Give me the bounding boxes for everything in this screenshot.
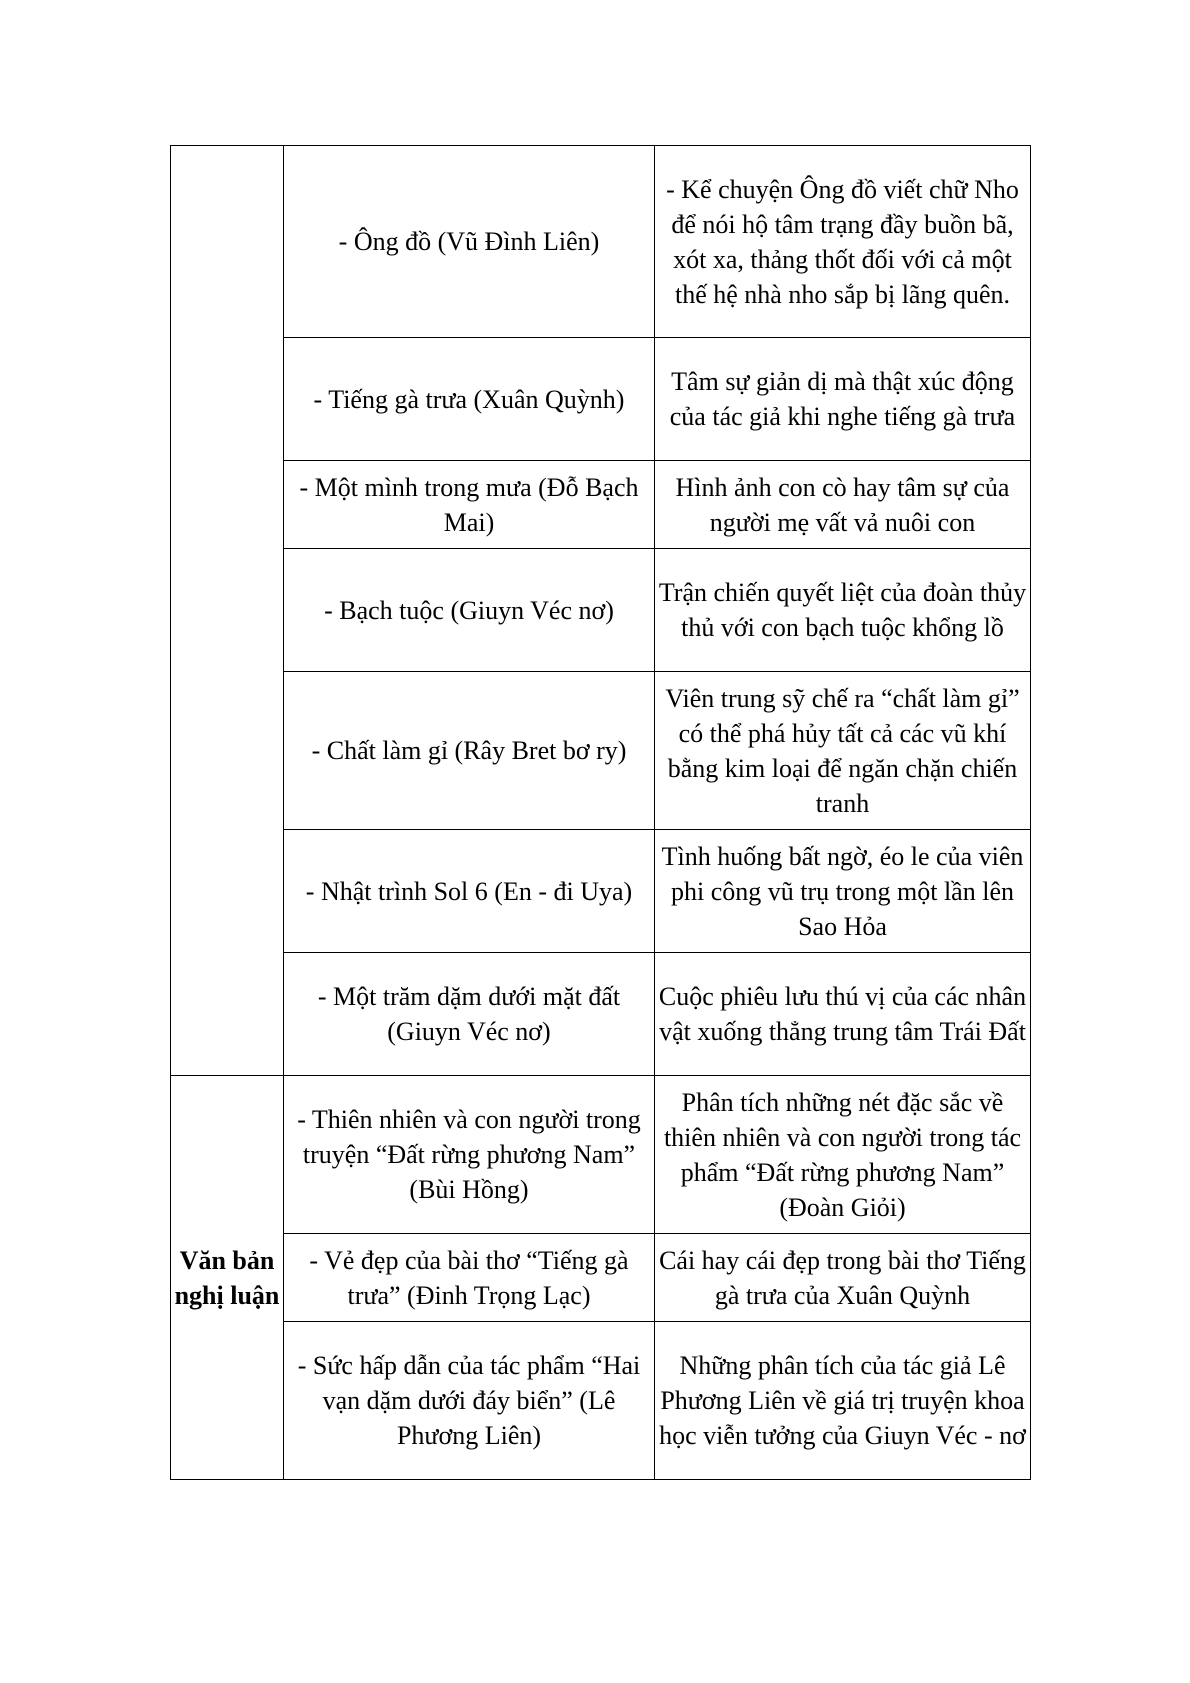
table-row [171, 1234, 1031, 1322]
table-row [171, 672, 1031, 830]
work-title-cell: - Sức hấp dẫn của tác phẩm “Hai vạn dặm dưới đáy biển” (Lê Phương Liên) [284, 1322, 655, 1480]
table-row [171, 1076, 1031, 1234]
table-row [171, 146, 1031, 338]
table-row [171, 338, 1031, 461]
work-title-cell: - Bạch tuộc (Giuyn Véc nơ) [284, 549, 655, 672]
table-row [171, 461, 1031, 549]
work-title-cell: - Ông đồ (Vũ Đình Liên) [284, 146, 655, 338]
work-content-cell: Trận chiến quyết liệt của đoàn thủy thủ với con bạch tuộc khổng lồ [655, 549, 1031, 672]
work-content-cell: Những phân tích của tác giả Lê Phương Liên về giá trị truyện khoa học viễn tưởng của Giuyn Véc - nơ [655, 1322, 1031, 1480]
work-title-cell: - Một trăm dặm dưới mặt đất (Giuyn Véc nơ) [284, 953, 655, 1076]
work-title-cell: - Một mình trong mưa (Đỗ Bạch Mai) [284, 461, 655, 549]
work-title-cell: - Vẻ đẹp của bài thơ “Tiếng gà trưa” (Đinh Trọng Lạc) [284, 1234, 655, 1322]
work-title-cell: - Thiên nhiên và con người trong truyện “Đất rừng phương Nam” (Bùi Hồng) [284, 1076, 655, 1234]
work-content-cell: - Kể chuyện Ông đồ viết chữ Nho để nói hộ tâm trạng đầy buồn bã, xót xa, thảng thốt đối với cả một thế hệ nhà nho sắp bị lãng quên. [655, 146, 1031, 338]
work-content-cell: Phân tích những nét đặc sắc về thiên nhiên và con người trong tác phẩm “Đất rừng phương Nam” (Đoàn Giỏi) [655, 1076, 1031, 1234]
work-content-cell: Cuộc phiêu lưu thú vị của các nhân vật xuống thẳng trung tâm Trái Đất [655, 953, 1031, 1076]
reading-list-table [170, 145, 1031, 1480]
work-content-cell: Hình ảnh con cò hay tâm sự của người mẹ vất vả nuôi con [655, 461, 1031, 549]
work-title-cell: - Tiếng gà trưa (Xuân Quỳnh) [284, 338, 655, 461]
work-content-cell: Cái hay cái đẹp trong bài thơ Tiếng gà trưa của Xuân Quỳnh [655, 1234, 1031, 1322]
work-title-cell: - Chất làm gỉ (Rây Bret bơ ry) [284, 672, 655, 830]
work-content-cell: Tâm sự giản dị mà thật xúc động của tác giả khi nghe tiếng gà trưa [655, 338, 1031, 461]
work-content-cell: Tình huống bất ngờ, éo le của viên phi công vũ trụ trong một lần lên Sao Hỏa [655, 830, 1031, 953]
genre-cell: Văn bản nghị luận [171, 1076, 284, 1480]
work-content-cell: Viên trung sỹ chế ra “chất làm gỉ” có thể phá hủy tất cả các vũ khí bằng kim loại để ngăn chặn chiến tranh [655, 672, 1031, 830]
table-row [171, 830, 1031, 953]
table-row [171, 953, 1031, 1076]
table-row [171, 1322, 1031, 1480]
work-title-cell: - Nhật trình Sol 6 (En - đi Uya) [284, 830, 655, 953]
table-row [171, 549, 1031, 672]
genre-cell [171, 146, 284, 1076]
